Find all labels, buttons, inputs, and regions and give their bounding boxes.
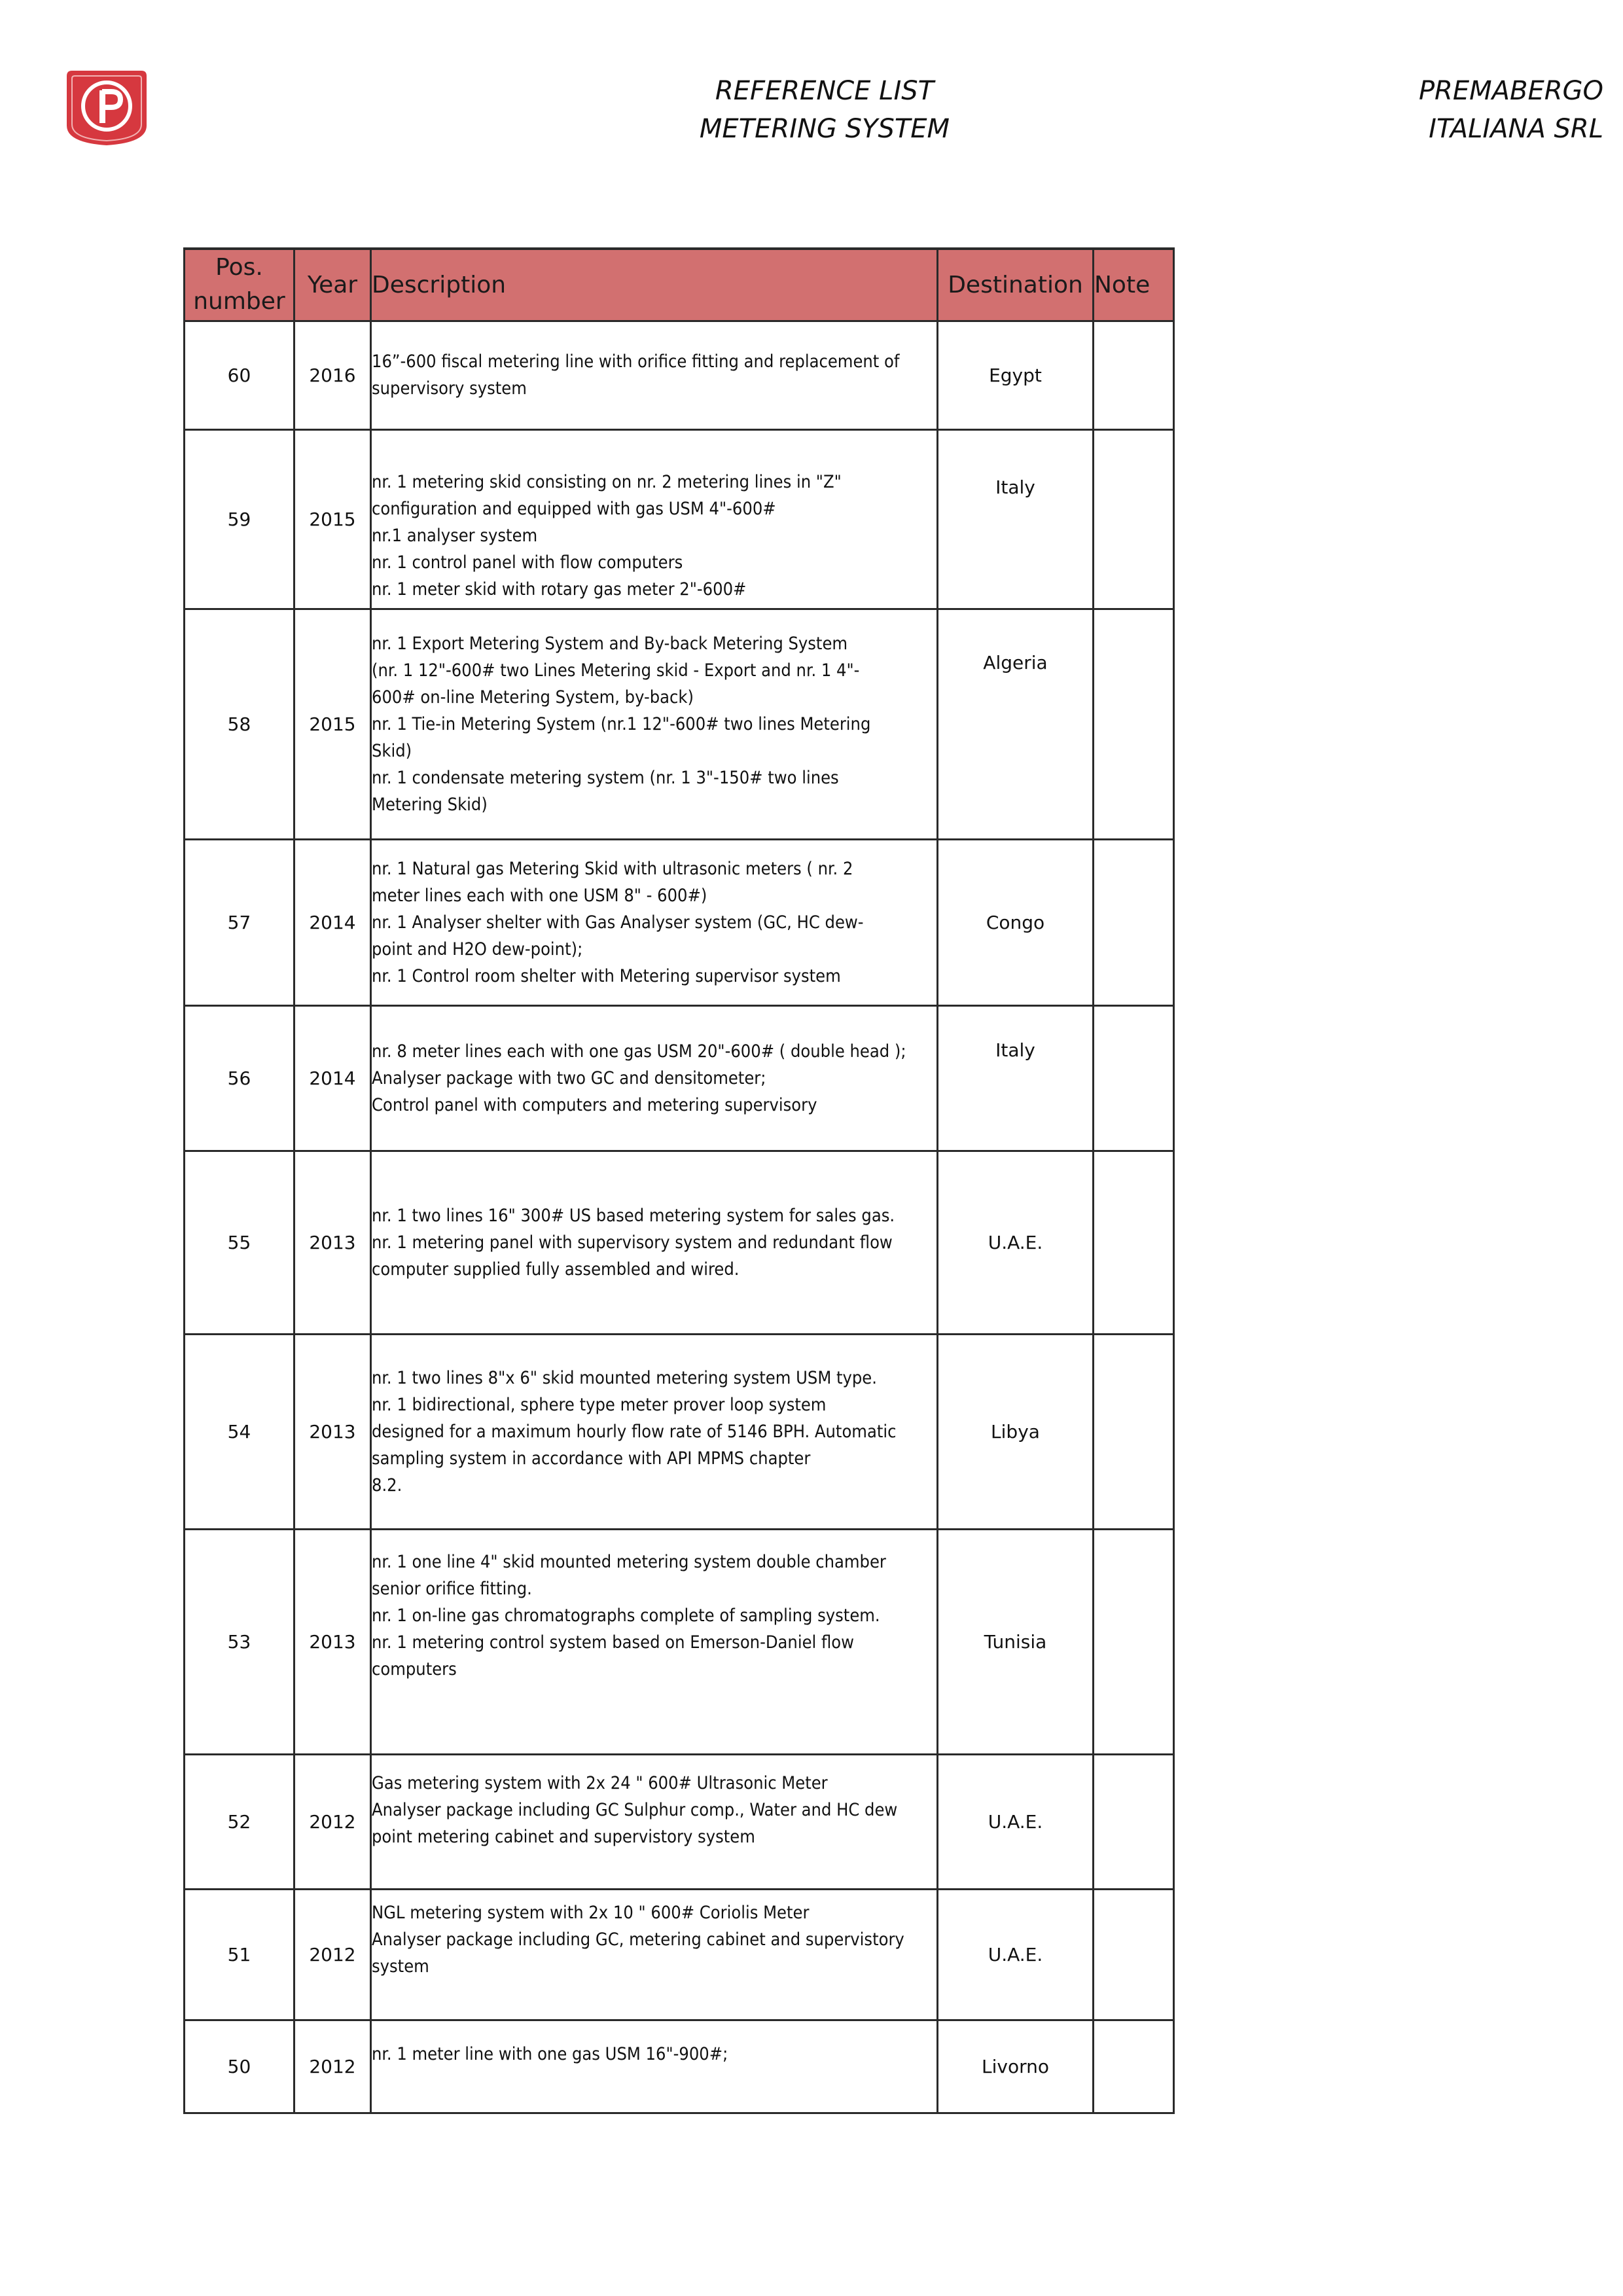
description-cell [371, 1529, 938, 1754]
description-line: nr. 1 condensate metering system (nr. 1 3"-150# two lines [372, 767, 839, 788]
description-line: Analyser package with two GC and densitometer; [372, 1067, 766, 1088]
description-line: nr.1 analyser system [372, 525, 538, 546]
note-cell [1094, 609, 1174, 839]
description-cell [371, 1005, 938, 1151]
destination-cell: Libya [938, 1334, 1094, 1529]
pos-number-cell: 55 [185, 1151, 294, 1334]
description-line: sampling system in accordance with API MPMS chapter [372, 1448, 811, 1469]
table-row [185, 1754, 1174, 1889]
table-row [185, 609, 1174, 839]
destination-cell: Italy [938, 429, 1094, 609]
table-row [185, 321, 1174, 429]
table-header-row [185, 249, 1174, 321]
company-line-1: PREMABERGO [1418, 76, 1603, 106]
year-cell: 2012 [294, 1889, 371, 2020]
pos-number-cell: 50 [185, 2020, 294, 2113]
destination-cell: Livorno [938, 2020, 1094, 2113]
note-cell [1094, 321, 1174, 429]
destination-cell: U.A.E. [938, 1151, 1094, 1334]
description-cell [371, 609, 938, 839]
description-line: nr. 1 Analyser shelter with Gas Analyser system (GC, HC dew- [372, 912, 864, 933]
description-line: nr. 1 metering skid consisting on nr. 2 metering lines in "Z" [372, 471, 842, 492]
destination-cell: U.A.E. [938, 1889, 1094, 2020]
description-line: senior orifice fitting. [372, 1578, 532, 1599]
description-cell [371, 429, 938, 609]
table-row [185, 1334, 1174, 1529]
note-cell [1094, 1529, 1174, 1754]
destination-cell: Tunisia [938, 1529, 1094, 1754]
description-line: nr. 1 bidirectional, sphere type meter prover loop system [372, 1394, 827, 1415]
description-line: supervisory system [372, 378, 527, 399]
pos-number-cell: 56 [185, 1005, 294, 1151]
year-cell: 2013 [294, 1151, 371, 1334]
description-line: nr. 1 on-line gas chromatographs complete of sampling system. [372, 1605, 880, 1626]
table-row [185, 839, 1174, 1005]
table-row [185, 429, 1174, 609]
year-cell: 2015 [294, 429, 371, 609]
description-line: nr. 1 Natural gas Metering Skid with ultrasonic meters ( nr. 2 [372, 858, 853, 879]
pos-number-cell: 52 [185, 1754, 294, 1889]
description-line: 600# on-line Metering System, by-back) [372, 687, 694, 708]
col-header-year: Year [294, 249, 371, 321]
pos-number-cell: 54 [185, 1334, 294, 1529]
description-line: nr. 1 two lines 8"x 6" skid mounted metering system USM type. [372, 1367, 877, 1388]
description-line: nr. 1 metering panel with supervisory system and redundant flow [372, 1232, 893, 1253]
description-line: Gas metering system with 2x 24 " 600# Ultrasonic Meter [372, 1772, 828, 1793]
note-cell [1094, 1005, 1174, 1151]
description-line: 16”-600 fiscal metering line with orifice fitting and replacement of [372, 351, 900, 372]
description-line: computers [372, 1659, 457, 1679]
description-cell [371, 1889, 938, 2020]
year-cell: 2016 [294, 321, 371, 429]
col-header-destination: Destination [938, 249, 1094, 321]
description-line: Skid) [372, 740, 412, 761]
description-line: NGL metering system with 2x 10 " 600# Coriolis Meter [372, 1902, 810, 1923]
year-cell: 2013 [294, 1529, 371, 1754]
description-line: 8.2. [372, 1475, 402, 1496]
col-header-pos-line-1: Pos. [215, 254, 263, 281]
title-line-1: REFERENCE LIST [715, 76, 935, 106]
note-cell [1094, 1334, 1174, 1529]
description-cell [371, 321, 938, 429]
pos-number-cell: 58 [185, 609, 294, 839]
table-row [185, 2020, 1174, 2113]
year-cell: 2015 [294, 609, 371, 839]
description-cell [371, 1334, 938, 1529]
pos-number-cell: 59 [185, 429, 294, 609]
company-line-2: ITALIANA SRL [1429, 114, 1603, 144]
table-row [185, 1889, 1174, 2020]
description-line: nr. 1 one line 4" skid mounted metering system double chamber [372, 1551, 886, 1572]
col-header-description: Description [371, 249, 938, 321]
year-cell: 2012 [294, 1754, 371, 1889]
premabergo-logo-icon [63, 65, 151, 148]
note-cell [1094, 1889, 1174, 2020]
title-line-2: METERING SYSTEM [699, 114, 950, 144]
company-name [1309, 72, 1603, 148]
description-line: nr. 8 meter lines each with one gas USM 20"-600# ( double head ); [372, 1041, 906, 1062]
description-line: nr. 1 control panel with flow computers [372, 552, 683, 573]
description-line: Metering Skid) [372, 794, 488, 815]
col-header-pos-number [185, 249, 294, 321]
description-line: configuration and equipped with gas USM 4"-600# [372, 498, 776, 519]
description-line: computer supplied fully assembled and wired. [372, 1259, 740, 1280]
description-line: nr. 1 meter skid with rotary gas meter 2"-600# [372, 579, 747, 600]
destination-cell: U.A.E. [938, 1754, 1094, 1889]
description-cell [371, 839, 938, 1005]
destination-cell: Congo [938, 839, 1094, 1005]
year-cell: 2014 [294, 1005, 371, 1151]
year-cell: 2014 [294, 839, 371, 1005]
note-cell [1094, 839, 1174, 1005]
col-header-note: Note [1094, 249, 1174, 321]
pos-number-cell: 60 [185, 321, 294, 429]
table-row [185, 1529, 1174, 1754]
pos-number-cell: 57 [185, 839, 294, 1005]
description-line: nr. 1 meter line with one gas USM 16"-900#; [372, 2043, 728, 2064]
description-line: meter lines each with one USM 8" - 600#) [372, 885, 707, 906]
description-line: nr. 1 two lines 16" 300# US based metering system for sales gas. [372, 1205, 895, 1226]
col-header-pos-line-2: number [193, 288, 285, 315]
description-cell [371, 1754, 938, 1889]
reference-table [183, 247, 1175, 2114]
description-line: point and H2O dew-point); [372, 939, 583, 960]
description-line: designed for a maximum hourly flow rate of 5146 BPH. Automatic [372, 1421, 897, 1442]
pos-number-cell: 51 [185, 1889, 294, 2020]
description-line: nr. 1 Export Metering System and By-back Metering System [372, 633, 848, 654]
year-cell: 2012 [294, 2020, 371, 2113]
destination-cell: Italy [938, 1005, 1094, 1151]
document-title [589, 72, 1060, 148]
table-row [185, 1151, 1174, 1334]
description-line: system [372, 1956, 429, 1977]
description-line: nr. 1 metering control system based on Emerson-Daniel flow [372, 1632, 855, 1653]
description-line: (nr. 1 12"-600# two Lines Metering skid - Export and nr. 1 4"- [372, 660, 860, 681]
note-cell [1094, 2020, 1174, 2113]
note-cell [1094, 429, 1174, 609]
description-line: nr. 1 Tie-in Metering System (nr.1 12"-600# two lines Metering [372, 713, 871, 734]
description-line: nr. 1 Control room shelter with Metering supervisor system [372, 965, 841, 986]
description-cell [371, 1151, 938, 1334]
destination-cell: Egypt [938, 321, 1094, 429]
description-line: Analyser package including GC, metering cabinet and supervistory [372, 1929, 904, 1950]
year-cell: 2013 [294, 1334, 371, 1529]
table-row [185, 1005, 1174, 1151]
description-line: point metering cabinet and supervistory system [372, 1826, 755, 1847]
note-cell [1094, 1754, 1174, 1889]
description-line: Analyser package including GC Sulphur comp., Water and HC dew [372, 1799, 898, 1820]
description-cell [371, 2020, 938, 2113]
description-line: Control panel with computers and metering supervisory [372, 1094, 817, 1115]
note-cell [1094, 1151, 1174, 1334]
pos-number-cell: 53 [185, 1529, 294, 1754]
destination-cell: Algeria [938, 609, 1094, 839]
